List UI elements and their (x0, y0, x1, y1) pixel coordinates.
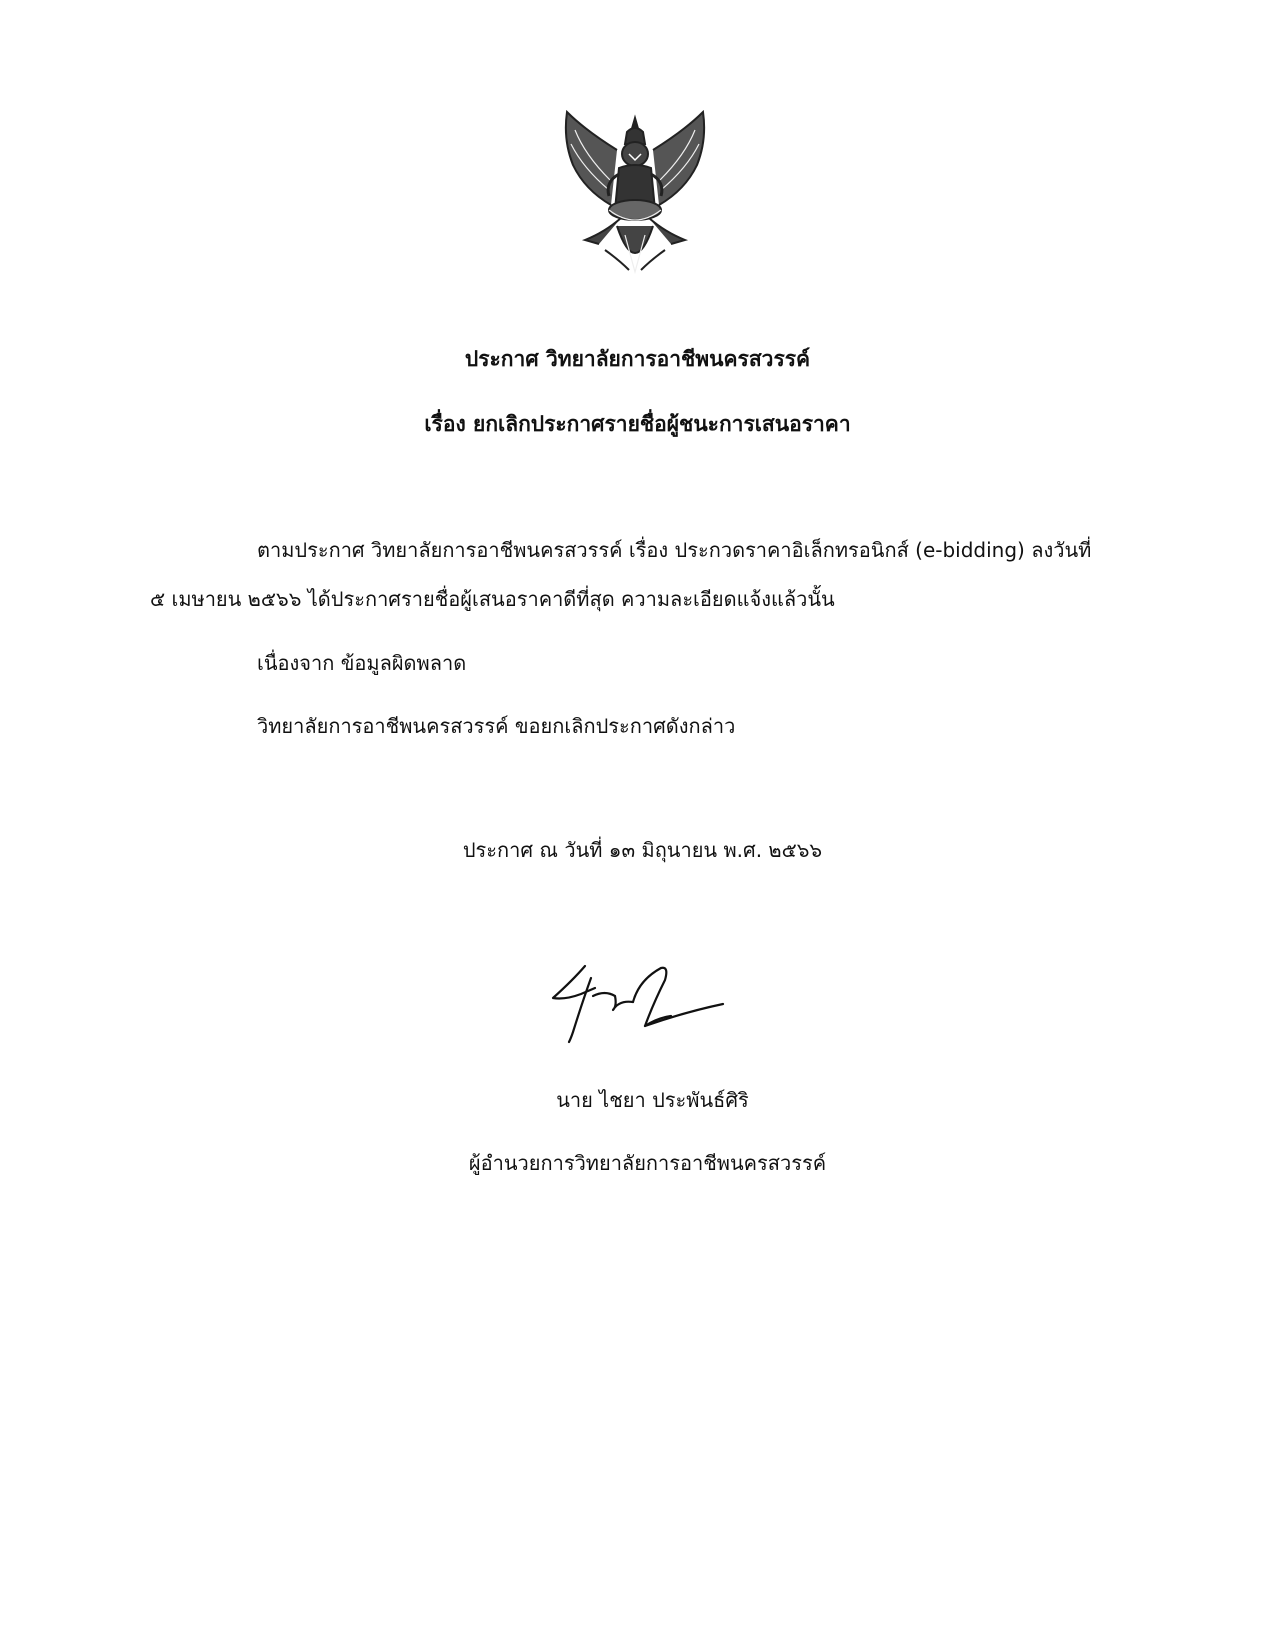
signer-position: ผู้อำนวยการวิทยาลัยการอาชีพนครสวรรค์ (468, 1151, 827, 1175)
garuda-emblem-icon (555, 110, 715, 280)
paragraph-3: วิทยาลัยการอาชีพนครสวรรค์ ขอยกเลิกประกาศดังกล่าว (257, 714, 736, 738)
announcement-subject: เรื่อง ยกเลิกประกาศรายชื่อผู้ชนะการเสนอราคา (424, 412, 851, 436)
paragraph-1-line-2: ๕ เมษายน ๒๕๖๖ ได้ประกาศรายชื่อผู้เสนอราคาดีที่สุด ความละเอียดแจ้งแล้วนั้น (150, 587, 835, 611)
handwritten-signature-icon (545, 960, 735, 1060)
signer-name: นาย ไชยา ประพันธ์ศิริ (556, 1088, 749, 1112)
announcement-title: ประกาศ วิทยาลัยการอาชีพนครสวรรค์ (464, 347, 811, 371)
paragraph-2: เนื่องจาก ข้อมูลผิดพลาด (257, 651, 467, 675)
announcement-date: ประกาศ ณ วันที่ ๑๓ มิถุนายน พ.ศ. ๒๕๖๖ (462, 838, 823, 862)
paragraph-1-line-1: ตามประกาศ วิทยาลัยการอาชีพนครสวรรค์ เรื่อง ประกวดราคาอิเล็กทรอนิกส์ (e-bidding) ลงวันที่ (257, 538, 1092, 562)
